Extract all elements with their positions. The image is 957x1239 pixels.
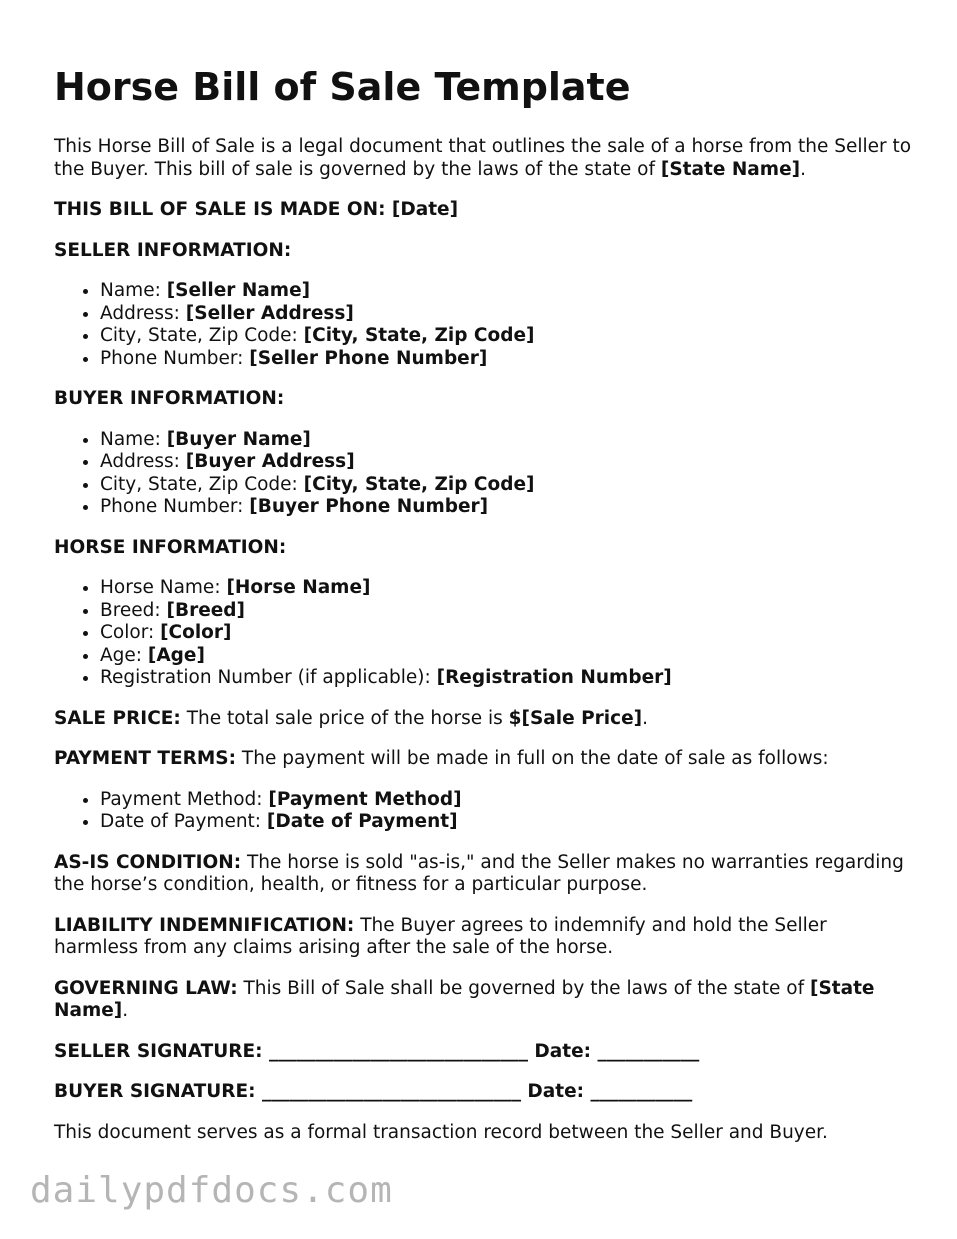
list-item: • Phone Number: [Seller Phone Number]	[100, 348, 914, 371]
buyer-heading: BUYER INFORMATION:	[54, 388, 285, 409]
list-item: • Horse Name: [Horse Name]	[100, 577, 914, 600]
list-item: • City, State, Zip Code: [City, State, Zip Code]	[100, 474, 914, 497]
list-item: • Color: [Color]	[100, 622, 914, 645]
intro-end: .	[800, 158, 806, 180]
list-item: • Registration Number (if applicable): [Registration Number]	[100, 667, 914, 690]
payment-list	[54, 789, 914, 834]
closing-paragraph: This document serves as a formal transaction record between the Seller and Buyer.	[54, 1121, 828, 1143]
list-item: • Address: [Seller Address]	[100, 303, 914, 326]
horse-heading: HORSE INFORMATION:	[54, 536, 287, 558]
buyer-signature-line: BUYER SIGNATURE: ____________________________ Date: ___________	[54, 1081, 693, 1102]
liability-paragraph: LIABILITY INDEMNIFICATION: The Buyer agrees to indemnify and hold the Seller harmless from any claims arising after the sale of the horse.	[54, 914, 827, 958]
list-item: • Name: [Buyer Name]	[100, 429, 914, 452]
seller-heading: SELLER INFORMATION:	[54, 239, 292, 261]
list-item: • Date of Payment: [Date of Payment]	[100, 811, 914, 834]
intro-state-placeholder: [State Name]	[660, 158, 801, 180]
intro-paragraph	[54, 136, 914, 181]
governing-law-paragraph: GOVERNING LAW: This Bill of Sale shall be governed by the laws of the state of [State Name].	[54, 977, 875, 1021]
list-item: • Name: [Seller Name]	[100, 280, 914, 303]
list-item: • Breed: [Breed]	[100, 600, 914, 623]
page-title: Horse Bill of Sale Template	[54, 65, 631, 109]
horse-list	[54, 577, 914, 690]
buyer-list	[54, 429, 914, 519]
made-on-line: THIS BILL OF SALE IS MADE ON: [Date]	[54, 199, 459, 220]
seller-list	[54, 280, 914, 370]
sale-price-paragraph: SALE PRICE: The total sale price of the horse is $[Sale Price].	[54, 707, 648, 729]
as-is-paragraph: AS-IS CONDITION: The horse is sold "as-is," and the Seller makes no warranties regarding the horse’s condition, health, or fitness for a particular purpose.	[54, 851, 904, 895]
list-item: • Payment Method: [Payment Method]	[100, 789, 914, 812]
intro-text: This Horse Bill of Sale is a legal document that outlines the sale of a horse from the Seller to the Buyer. This bill of sale is governed by the laws of the state of	[54, 136, 912, 180]
list-item: • Address: [Buyer Address]	[100, 451, 914, 474]
list-item: • City, State, Zip Code: [City, State, Zip Code]	[100, 325, 914, 348]
document-page	[54, 64, 914, 1162]
list-item: • Phone Number: [Buyer Phone Number]	[100, 496, 914, 519]
list-item: • Age: [Age]	[100, 645, 914, 668]
seller-signature-line: SELLER SIGNATURE: ____________________________ Date: ___________	[54, 1040, 700, 1062]
watermark: dailypdfdocs.com	[30, 1170, 393, 1211]
payment-terms-paragraph: PAYMENT TERMS: The payment will be made in full on the date of sale as follows:	[54, 748, 829, 769]
